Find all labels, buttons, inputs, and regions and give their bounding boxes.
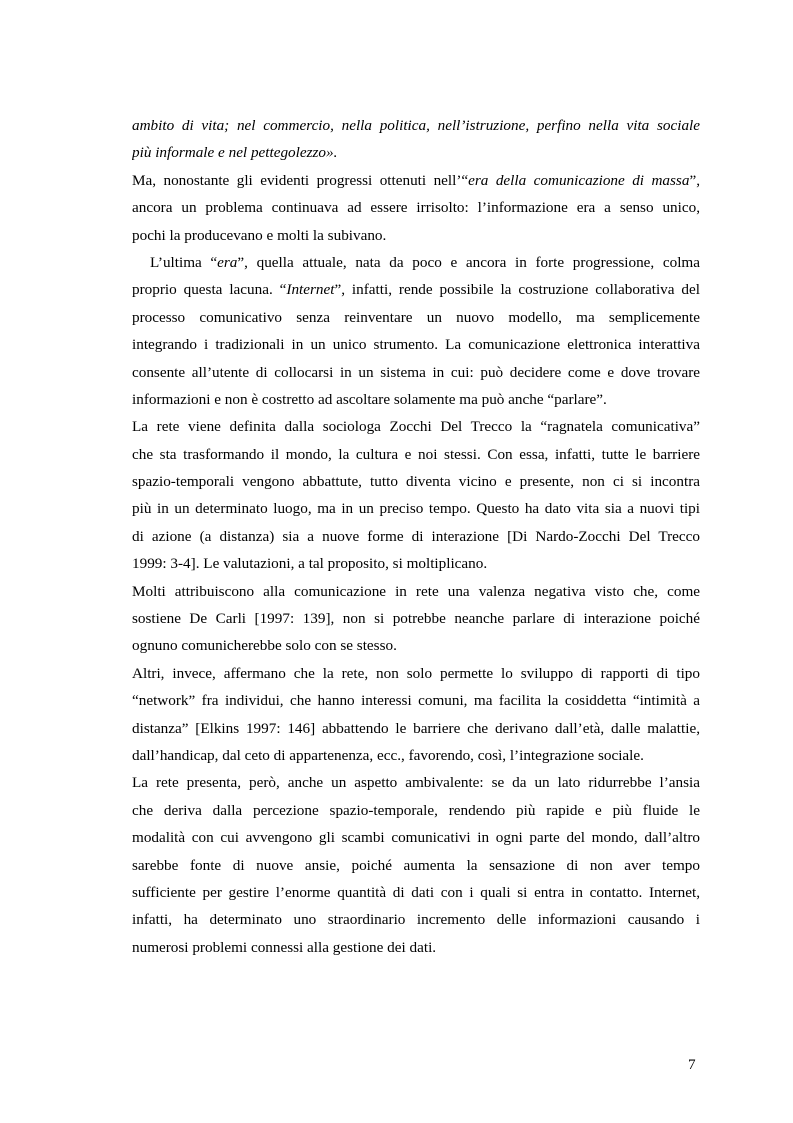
text-run: proprio questa lacuna. “ — [132, 281, 287, 299]
text-line — [132, 139, 700, 166]
text-run: processo comunicativo senza reinventare un nuovo modello, ma semplicemente — [132, 308, 700, 326]
text-run: ”, — [689, 171, 700, 189]
text-line — [132, 660, 700, 687]
text-line — [132, 331, 700, 358]
text-line — [132, 194, 700, 221]
text-line — [132, 523, 700, 550]
text-line — [132, 578, 700, 605]
text-run: Altri, invece, affermano che la rete, non solo permette lo sviluppo di rapporti di tipo — [132, 664, 700, 682]
text-run: integrando i tradizionali in un unico strumento. La comunicazione elettronica interattiva — [132, 336, 700, 354]
text-line — [132, 715, 700, 742]
text-line — [132, 413, 700, 440]
text-run: ancora un problema continuava ad essere irrisolto: l’informazione era a senso unico, — [132, 199, 700, 217]
text-line — [132, 550, 700, 577]
text-line — [132, 742, 700, 769]
text-line — [132, 632, 700, 659]
text-line — [132, 249, 700, 276]
text-run: pochi la producevano e molti la subivano. — [132, 226, 387, 244]
text-line — [132, 359, 700, 386]
text-run: sarebbe fonte di nuove ansie, poiché aumenta la sensazione di non aver tempo — [132, 856, 700, 874]
text-run: La rete presenta, però, anche un aspetto ambivalente: se da un lato ridurrebbe l’ansia — [132, 774, 700, 792]
text-line — [132, 222, 700, 249]
text-line — [132, 879, 700, 906]
text-line — [132, 386, 700, 413]
text-run: spazio-temporali vengono abbattute, tutto diventa vicino e presente, non ci si incontra — [132, 473, 700, 491]
text-line — [132, 934, 700, 961]
text-run: consente all’utente di collocarsi in un sistema in cui: può decidere come e dove trovare — [132, 363, 700, 381]
text-run: infatti, ha determinato uno straordinario incremento delle informazioni causando i — [132, 911, 700, 929]
text-run: modalità con cui avvengono gli scambi comunicativi in ogni parte del mondo, dall’altro — [132, 829, 700, 847]
text-line — [132, 824, 700, 851]
text-run: che sta trasformando il mondo, la cultura e noi stessi. Con essa, infatti, tutte le barriere — [132, 445, 700, 463]
text-line — [132, 769, 700, 796]
text-line — [132, 167, 700, 194]
italic-text: ambito di vita; nel commercio, nella politica, nell’istruzione, perfino nella vita sociale — [132, 117, 700, 134]
text-run: ”, quella attuale, nata da poco e ancora in forte progressione, colma — [237, 253, 700, 271]
text-line — [132, 468, 700, 495]
text-line — [132, 304, 700, 331]
text-line — [132, 687, 700, 714]
text-line — [132, 906, 700, 933]
text-run: “network” fra individui, che hanno interessi comuni, ma facilita la cosiddetta “intimità a — [132, 692, 700, 710]
text-run: numerosi problemi connessi alla gestione dei dati. — [132, 938, 437, 956]
italic-text: era della comunicazione di massa — [468, 171, 690, 189]
text-run: informazioni e non è costretto ad ascoltare solamente ma può anche “parlare”. — [132, 390, 607, 408]
text-run: Molti attribuiscono alla comunicazione in rete una valenza negativa visto che, come — [132, 582, 700, 600]
text-line — [132, 605, 700, 632]
text-run: Ma, nonostante gli evidenti progressi ottenuti nell’“ — [132, 171, 469, 189]
text-line — [132, 495, 700, 522]
text-run: ognuno comunicherebbe solo con se stesso. — [132, 637, 397, 655]
text-line — [132, 852, 700, 879]
text-run: dall’handicap, dal ceto di appartenenza, ecc., favorendo, così, l’integrazione sociale. — [132, 746, 644, 764]
text-run: sostiene De Carli [1997: 139], non si potrebbe neanche parlare di interazione poiché — [132, 610, 700, 628]
italic-text: Internet — [286, 281, 335, 299]
text-run: di azione (a distanza) sia a nuove forme di interazione [Di Nardo-Zocchi Del Trecco — [132, 527, 700, 545]
text-run: distanza” [Elkins 1997: 146] abbattendo le barriere che derivano dall’età, dalle malattie, — [132, 719, 700, 737]
text-run: sufficiente per gestire l’enorme quantità di dati con i quali si entra in contatto. Internet, — [132, 883, 700, 901]
italic-text: era — [217, 253, 238, 271]
text-line — [132, 112, 700, 139]
text-line — [132, 441, 700, 468]
text-run: ”, infatti, rende possibile la costruzione collaborativa del — [334, 281, 700, 299]
text-run: che deriva dalla percezione spazio-temporale, rendendo più rapide e più fluide le — [132, 801, 700, 819]
text-line — [132, 797, 700, 824]
text-run: La rete viene definita dalla sociologa Zocchi Del Trecco la “ragnatela comunicativa” — [132, 418, 700, 436]
text-run: più in un determinato luogo, ma in un preciso tempo. Questo ha dato vita sia a nuovi tipi — [132, 500, 700, 518]
text-run: 1999: 3-4]. Le valutazioni, a tal proposito, si moltiplicano. — [132, 555, 488, 573]
page-number: 7 — [688, 1056, 696, 1073]
italic-text: più informale e nel pettegolezzo». — [132, 144, 338, 162]
text-run: L’ultima “ — [150, 253, 218, 271]
body-text — [132, 112, 700, 961]
text-line — [132, 276, 700, 303]
